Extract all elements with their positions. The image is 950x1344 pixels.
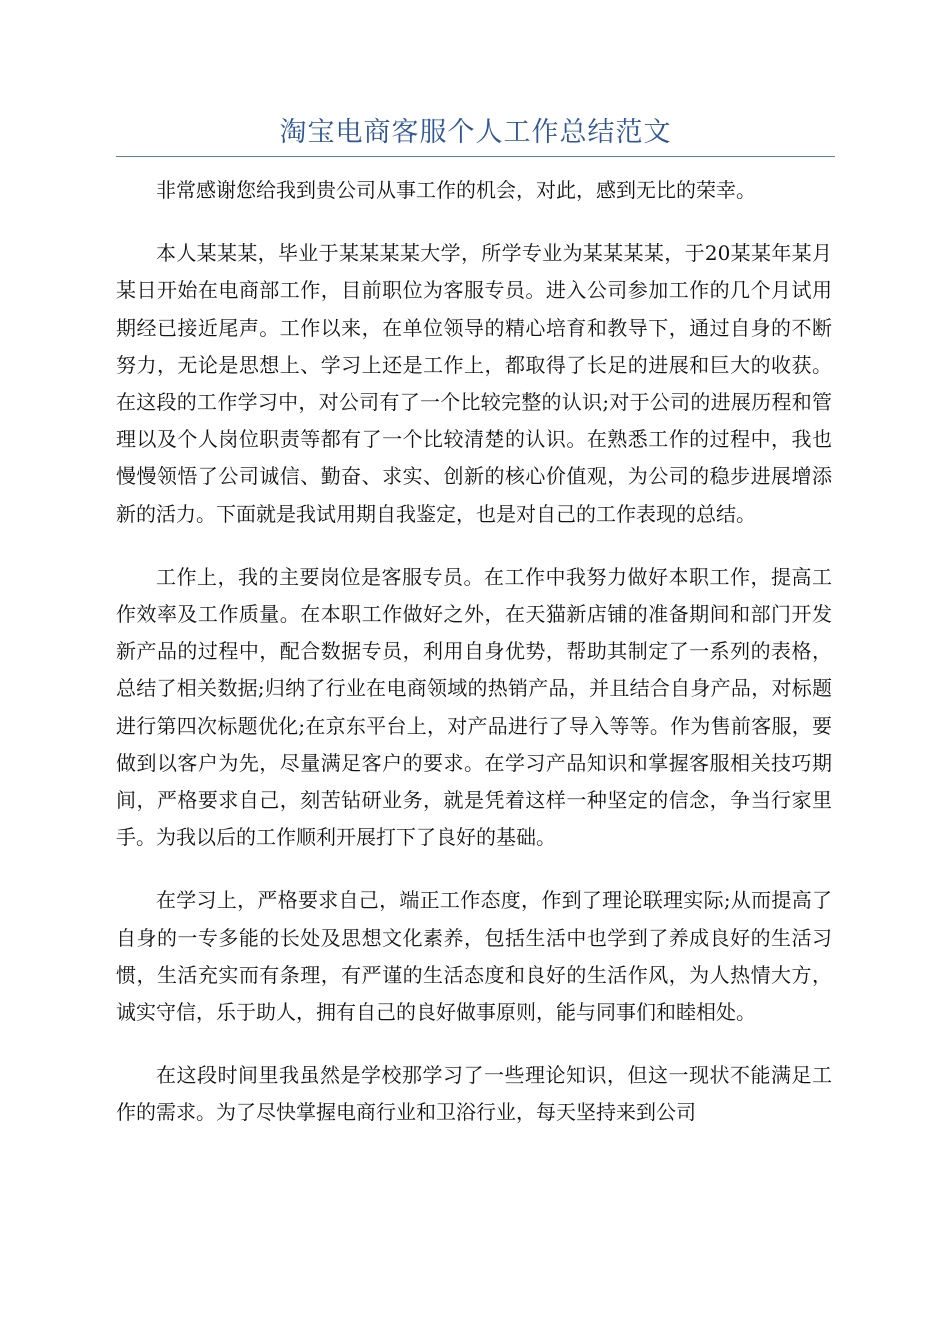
document-title: 淘宝电商客服个人工作总结范文 xyxy=(279,117,672,148)
paragraph-work: 工作上，我的主要岗位是客服专员。在工作中我努力做好本职工作，提高工作效率及工作质量。在本职工作做好之外，在天猫新店铺的准备期间和部门开发新产品的过程中，配合数据专员，利用自身优势，帮助其制定了一系列的表格，总结了相关数据;归纳了行业在电商领域的热销产品，并且结合自身产品，对标题进行第四次标题优化;在京东平台上，对产品进行了导入等等。作为售前客服，要做到以客户为先，尽量满足客户的要求。在学习产品知识和掌握客服相关技巧期间，严格要求自己，刻苦钻研业务，就是凭着这样一种坚定的信念，争当行家里手。为我以后的工作顺利开展打下了良好的基础。 xyxy=(116,564,832,850)
title-header xyxy=(116,110,835,157)
paragraph-study: 在学习上，严格要求自己，端正工作态度，作到了理论联理实际;从而提高了自身的一专多能的长处及思想文化素养，包括生活中也学到了养成良好的生活习惯，生活充实而有条理，有严谨的生活态度和良好的生活作风，为人热情大方，诚实守信，乐于助人，拥有自己的良好做事原则，能与同事们和睦相处。 xyxy=(116,888,832,1025)
paragraph-intro: 非常感谢您给我到贵公司从事工作的机会，对此，感到无比的荣幸。 xyxy=(156,178,756,202)
paragraph-background: 本人某某某，毕业于某某某某大学，所学专业为某某某某，于20某某年某月某日开始在电商部工作，目前职位为客服专员。进入公司参加工作的几个月试用期经已接近尾声。工作以来，在单位领导的精心培育和教导下，通过自身的不断努力，无论是思想上、学习上还是工作上，都取得了长足的进展和巨大的收获。在这段的工作学习中，对公司有了一个比较完整的认识;对于公司的进展历程和管理以及个人岗位职责等都有了一个比较清楚的认识。在熟悉工作的过程中，我也慢慢领悟了公司诚信、勤奋、求实、创新的核心价值观，为公司的稳步进展增添新的活力。下面就是我试用期自我鉴定，也是对自己的工作表现的总结。 xyxy=(116,241,832,526)
document-body xyxy=(116,172,832,1158)
paragraph-learning: 在这段时间里我虽然是学校那学习了一些理论知识，但这一现状不能满足工作的需求。为了尽快掌握电商行业和卫浴行业，每天坚持来到公司 xyxy=(116,1063,832,1125)
